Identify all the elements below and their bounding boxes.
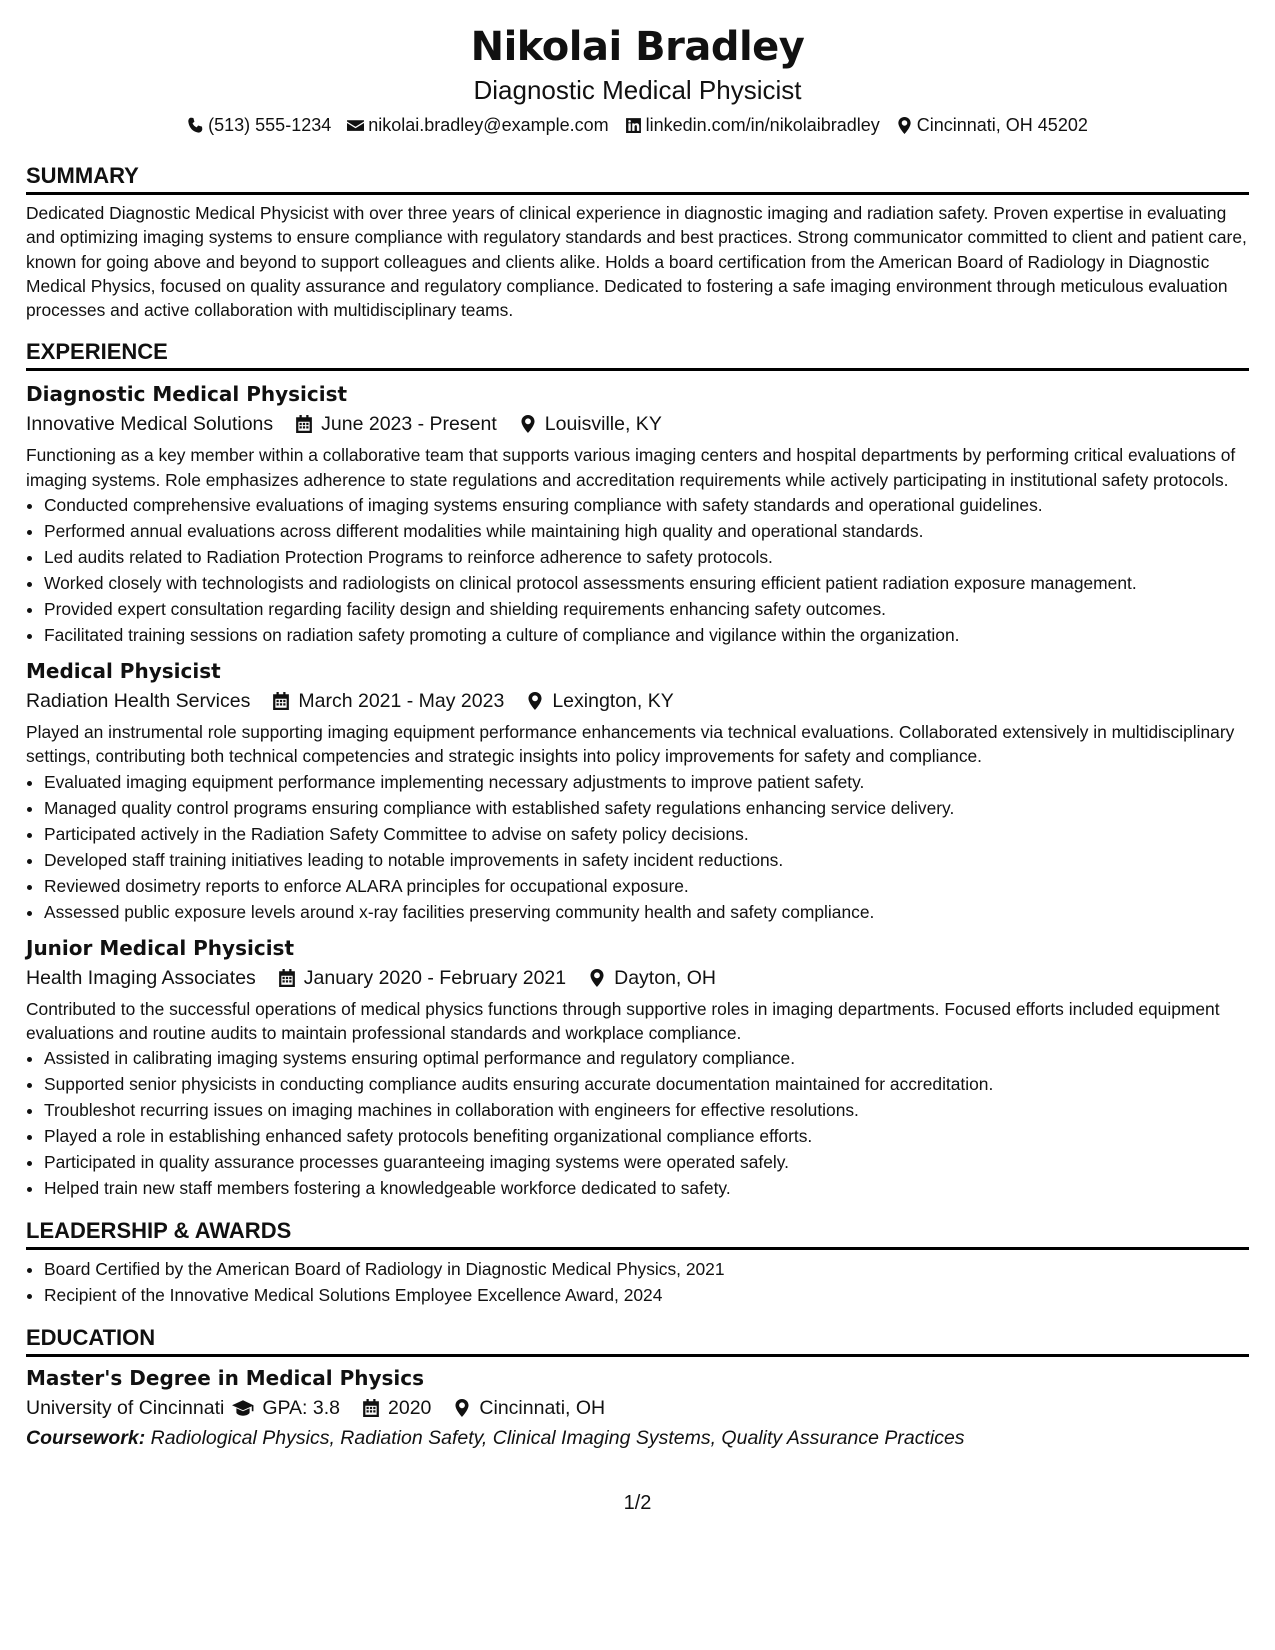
job-meta (26, 963, 1249, 993)
job-title: Diagnostic Medical Physicist (26, 382, 348, 407)
calendar-icon (278, 969, 296, 987)
job-description: Contributed to the successful operations of medical physics functions through supportive roles in imaging departments. Focused efforts included equipment evaluations and routine audits to maintain professional standards and workplace compliance. (26, 998, 1220, 1043)
list-item: • Assessed public exposure levels around x-ray facilities preserving community health and safety compliance. (44, 899, 1249, 925)
company-name: Innovative Medical Solutions (26, 413, 274, 436)
coursework-label: Coursework: (26, 1427, 146, 1450)
calendar-icon (295, 415, 313, 433)
list-item: • Managed quality control programs ensuring compliance with established safety regulations enhancing service delivery. (44, 795, 1249, 821)
gpa: GPA: 3.8 (262, 1397, 341, 1420)
list-item: • Reviewed dosimetry reports to enforce ALARA principles for occupational exposure. (44, 873, 1249, 899)
list-item: • Provided expert consultation regarding facility design and shielding requirements enhancing safety outcomes. (44, 596, 1249, 622)
list-item: • Played a role in establishing enhanced safety protocols benefiting organizational compliance efforts. (44, 1123, 1249, 1149)
list-item: • Developed staff training initiatives leading to notable improvements in safety incident reductions. (44, 847, 1249, 873)
job-meta (26, 409, 1249, 439)
resume-header (26, 22, 1249, 138)
job-dates: June 2023 - Present (321, 413, 497, 436)
linkedin-text: linkedin.com/in/nikolaibradley (645, 115, 880, 135)
phone-text: (513) 555-1234 (208, 115, 332, 135)
list-item: • Facilitated training sessions on radiation safety promoting a culture of compliance and vigilance within the organization. (44, 622, 1249, 648)
job-title: Junior Medical Physicist (26, 935, 295, 960)
section-heading: SUMMARY (26, 162, 1249, 195)
job-title: Medical Physicist (26, 659, 221, 684)
education-section (26, 1324, 1249, 1453)
list-item: • Led audits related to Radiation Protection Programs to reinforce adherence to safety protocols. (44, 544, 1249, 570)
job-entry (26, 379, 1249, 648)
list-item: • Performed annual evaluations across different modalities while maintaining high quality and operational standards. (44, 518, 1249, 544)
education-meta (26, 1393, 1249, 1423)
job-meta (26, 686, 1249, 716)
job-location: Dayton, OH (614, 966, 716, 989)
job-entry (26, 933, 1249, 1202)
list-item: • Conducted comprehensive evaluations of imaging systems ensuring compliance with safety standards and operational guidelines. (44, 492, 1249, 518)
calendar-icon (272, 692, 290, 710)
list-item: • Helped train new staff members fostering a knowledgeable workforce dedicated to safety. (44, 1175, 1249, 1201)
degree-title: Master's Degree in Medical Physics (26, 1366, 425, 1391)
page-number: 1/2 (623, 1492, 652, 1514)
map-pin-icon (588, 969, 606, 987)
location-text: Cincinnati, OH 45202 (916, 115, 1088, 135)
job-bullets (26, 492, 1249, 648)
section-heading: LEADERSHIP & AWARDS (26, 1217, 1249, 1250)
job-bullets (26, 1045, 1249, 1201)
company-name: Radiation Health Services (26, 690, 251, 713)
job-location: Louisville, KY (544, 413, 662, 436)
awards-list (26, 1256, 1249, 1308)
job-location: Lexington, KY (552, 690, 674, 713)
list-item: • Participated in quality assurance processes guaranteeing imaging systems were operated safely. (44, 1149, 1249, 1175)
contact-email[interactable] (347, 112, 608, 138)
map-pin-icon (519, 415, 537, 433)
company-name: Health Imaging Associates (26, 966, 256, 989)
list-item: • Troubleshot recurring issues on imaging machines in collaboration with engineers for effective resolutions. (44, 1097, 1249, 1123)
coursework (26, 1423, 1249, 1453)
list-item: • Evaluated imaging equipment performance implementing necessary adjustments to improve patient safety. (44, 769, 1249, 795)
map-pin-icon (453, 1399, 471, 1417)
email-text: nikolai.bradley@example.com (368, 115, 609, 135)
job-description: Functioning as a key member within a collaborative team that supports various imaging centers and hospital departments by performing critical evaluations of imaging systems. Role emphasizes adherence to state regulations and accreditation requirements while actively participating in institutional safety protocols. (26, 445, 1236, 490)
candidate-title: Diagnostic Medical Physicist (473, 75, 802, 105)
job-dates: March 2021 - May 2023 (298, 690, 505, 713)
contact-location (896, 112, 1088, 138)
envelope-icon (347, 117, 364, 134)
contact-phone[interactable] (187, 112, 331, 138)
job-dates: January 2020 - February 2021 (303, 966, 567, 989)
education-location: Cincinnati, OH (479, 1397, 606, 1420)
map-pin-icon (526, 692, 544, 710)
phone-icon (187, 117, 204, 134)
calendar-icon (362, 1399, 380, 1417)
school-name: University of Cincinnati (26, 1397, 225, 1420)
job-entry (26, 656, 1249, 925)
graduation-cap-icon (232, 1399, 254, 1417)
summary-text: Dedicated Diagnostic Medical Physicist with over three years of clinical experience in diagnostic imaging and radiation safety. Proven expertise in evaluating and optimizing imaging systems to ensure compliance with regulatory standards and best practices. Strong communicator committed to client and patient care, known for going above and beyond to support colleagues and clients alike. Holds a board certification from the American Board of Radiology in Diagnostic Medical Physics, focused on quality assurance and regulatory compliance. Dedicated to fostering a safe imaging environment through meticulous evaluation processes and active collaboration with multidisciplinary teams. (26, 203, 1247, 321)
contact-linkedin[interactable] (625, 112, 880, 138)
experience-section (26, 338, 1249, 1201)
map-pin-icon (896, 117, 913, 134)
section-heading: EDUCATION (26, 1324, 1249, 1357)
contact-bar (26, 112, 1249, 138)
list-item: • Assisted in calibrating imaging systems ensuring optimal performance and regulatory compliance. (44, 1045, 1249, 1071)
coursework-list: Radiological Physics, Radiation Safety, Clinical Imaging Systems, Quality Assurance Practices (150, 1427, 965, 1450)
awards-section (26, 1217, 1249, 1308)
list-item: • Recipient of the Innovative Medical Solutions Employee Excellence Award, 2024 (44, 1282, 1249, 1308)
education-year: 2020 (388, 1397, 432, 1420)
list-item: • Worked closely with technologists and radiologists on clinical protocol assessments ensuring efficient patient radiation exposure management. (44, 570, 1249, 596)
list-item: • Supported senior physicists in conducting compliance audits ensuring accurate documentation maintained for accreditation. (44, 1071, 1249, 1097)
linkedin-icon (625, 117, 642, 134)
candidate-name: Nikolai Bradley (470, 24, 805, 70)
section-heading: EXPERIENCE (26, 338, 1249, 371)
list-item: • Participated actively in the Radiation Safety Committee to advise on safety policy decisions. (44, 821, 1249, 847)
job-description: Played an instrumental role supporting imaging equipment performance enhancements via technical evaluations. Collaborated extensively in multidisciplinary settings, contributing both technical competencies and strategic insights into policy improvements for safety and compliance. (26, 722, 1235, 767)
summary-section (26, 162, 1249, 322)
job-bullets (26, 769, 1249, 925)
list-item: • Board Certified by the American Board of Radiology in Diagnostic Medical Physics, 2021 (44, 1256, 1249, 1282)
